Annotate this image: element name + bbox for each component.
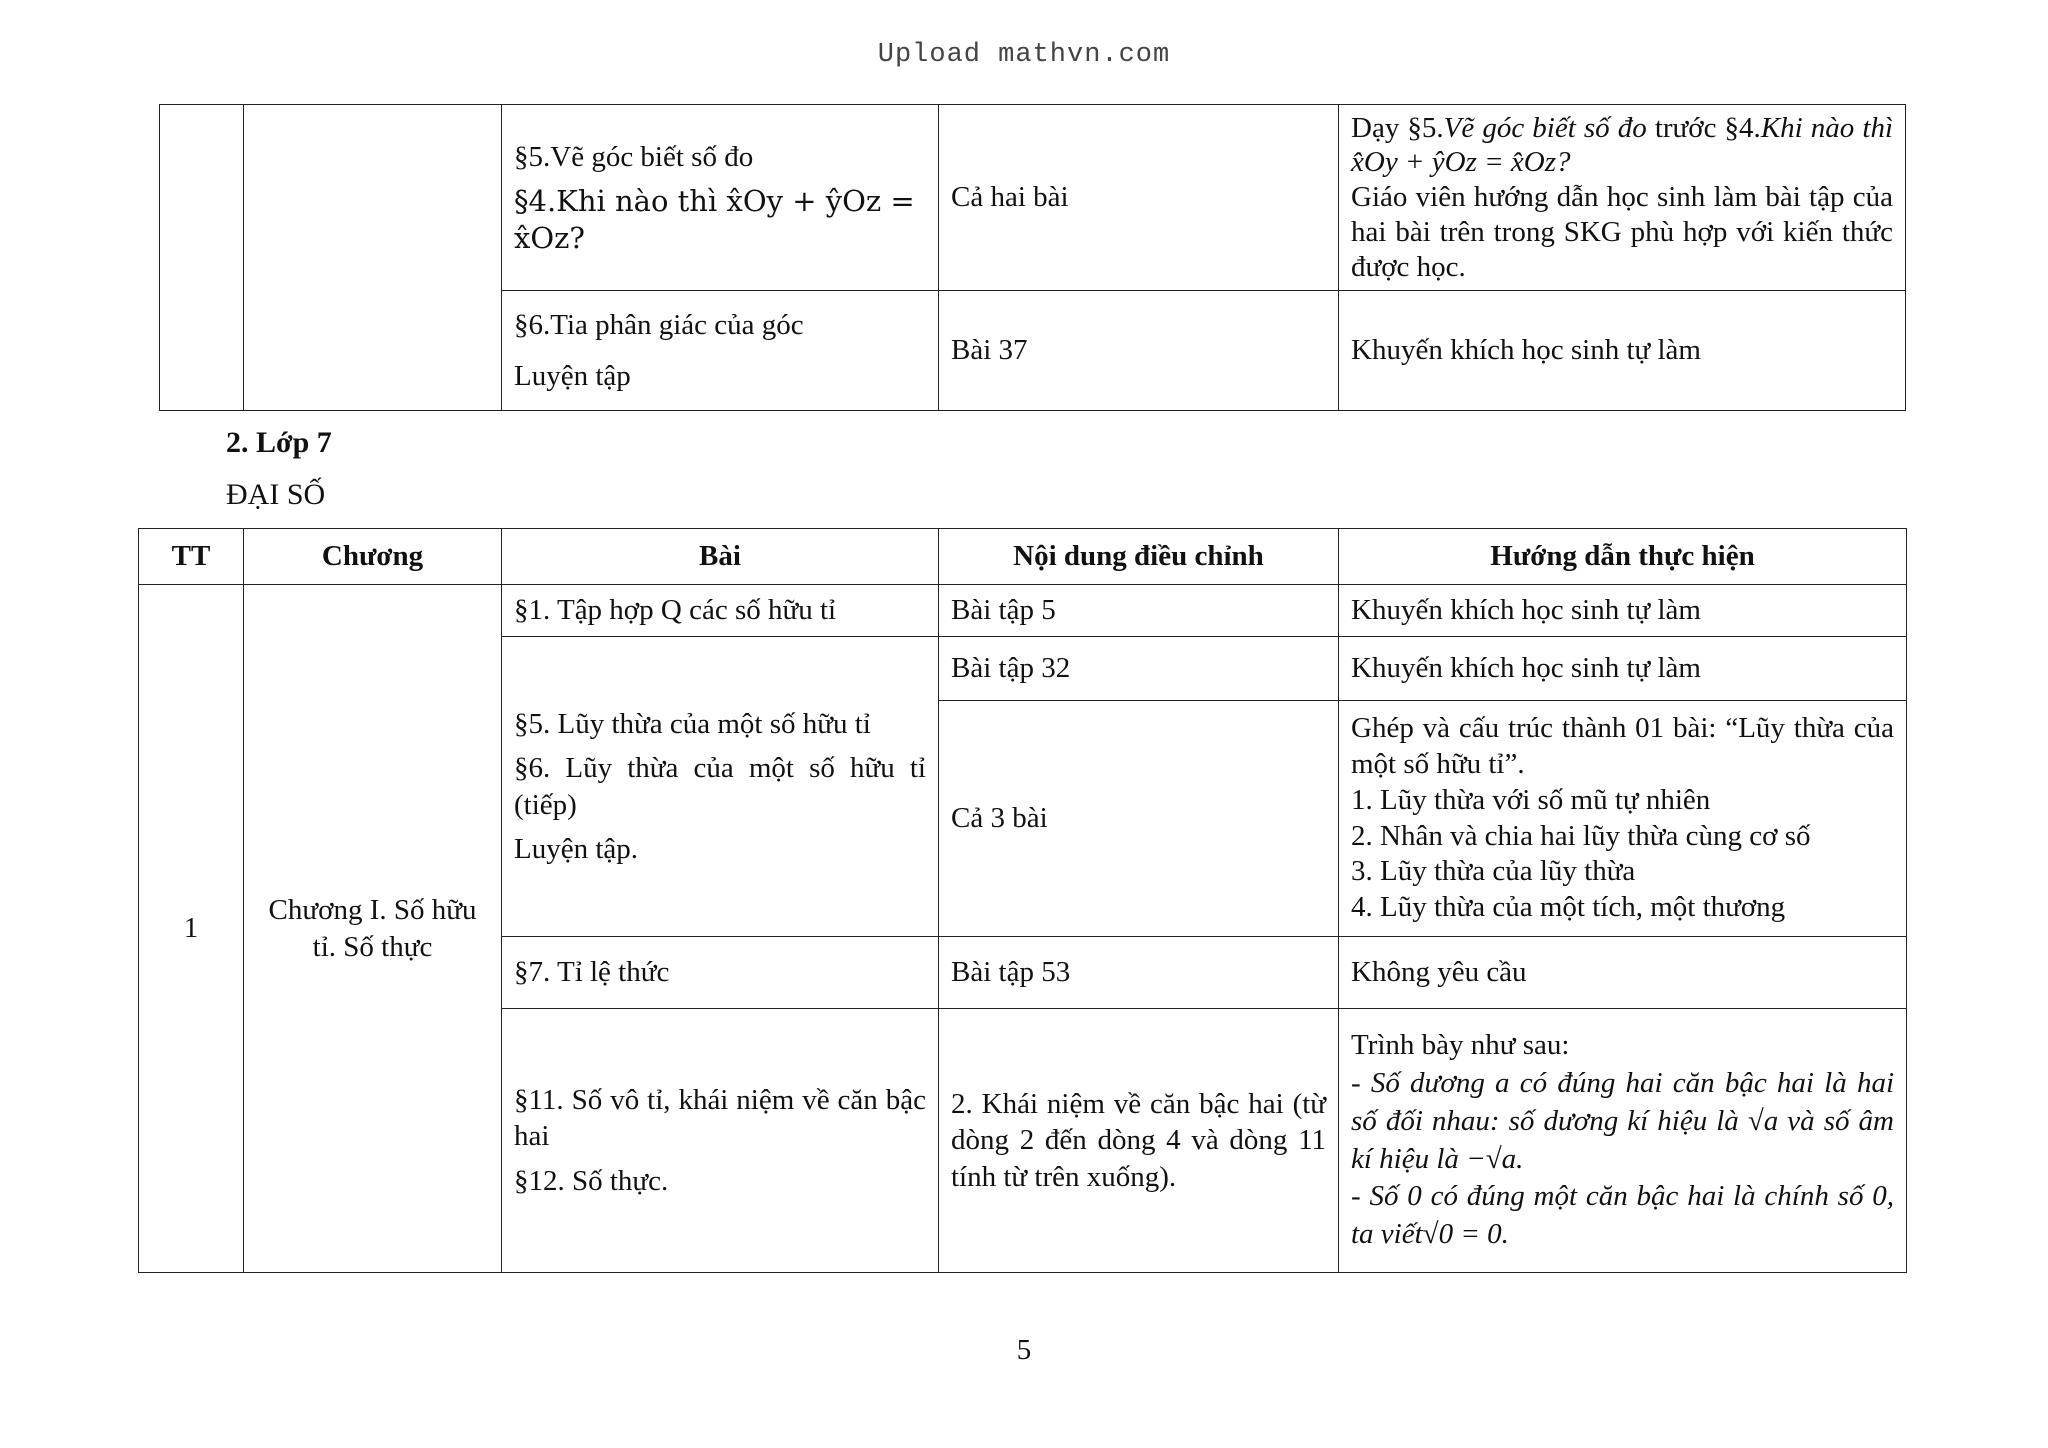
page-number: 5 xyxy=(1016,1334,1032,1366)
noi-dung-cell: 2. Khái niệm về căn bậc hai (từ dòng 2 đến dòng 4 và dòng 11 tính từ trên xuống). xyxy=(939,1009,1339,1273)
huong-dan-cell: Ghép và cấu trúc thành 01 bài: “Lũy thừa của một số hữu tỉ”. 1. Lũy thừa với số mũ tự nhiên 2. Nhân và chia hai lũy thừa cùng cơ số 3. Lũy thừa của lũy thừa 4. Lũy thừa của một tích, một thương xyxy=(1339,701,1907,937)
section-title: 2. Lớp 7 xyxy=(226,426,332,459)
bai-cell: §1. Tập hợp Q các số hữu tỉ xyxy=(502,585,939,637)
noi-dung-cell: Bài tập 32 xyxy=(939,637,1339,701)
huong-dan-cell: Dạy §5.Vẽ góc biết số đo trước §4.Khi nào thì x̂Oy + ŷOz = x̂Oz? Giáo viên hướng dẫn học sinh làm bài tập của hai bài trên trong SKG phù hợp với kiến thức được học. xyxy=(1339,105,1906,291)
bai-cell: §5.Vẽ góc biết số đo §4.Khi nào thì x̂Oy + ŷOz = x̂Oz? xyxy=(502,105,939,291)
bai-cell: §5. Lũy thừa của một số hữu tỉ §6. Lũy thừa của một số hữu tỉ (tiếp) Luyện tập. xyxy=(502,637,939,937)
tt-cell: 1 xyxy=(139,585,244,1273)
noi-dung-cell: Bài tập 5 xyxy=(939,585,1339,637)
chuong-cell: Chương I. Số hữu tỉ. Số thực xyxy=(244,585,502,1273)
bai-cell: §6.Tia phân giác của góc Luyện tập xyxy=(502,291,939,411)
col-header-noi-dung: Nội dung điều chỉnh xyxy=(939,529,1339,585)
continued-table xyxy=(159,104,1906,411)
huong-dan-cell: Không yêu cầu xyxy=(1339,937,1907,1009)
noi-dung-cell: Bài 37 xyxy=(939,291,1339,411)
table-row xyxy=(160,105,1906,291)
table-row xyxy=(139,585,1907,637)
huong-dan-cell: Khuyến khích học sinh tự làm xyxy=(1339,585,1907,637)
header-row xyxy=(139,529,1907,585)
noi-dung-cell: Cả 3 bài xyxy=(939,701,1339,937)
bai-cell: §11. Số vô tỉ, khái niệm về căn bậc hai §12. Số thực. xyxy=(502,1009,939,1273)
col-header-huong-dan: Hướng dẫn thực hiện xyxy=(1339,529,1907,585)
page-header: Upload mathvn.com xyxy=(877,40,1171,70)
bai-cell: §7. Tỉ lệ thức xyxy=(502,937,939,1009)
col-header-chuong: Chương xyxy=(244,529,502,585)
tt-cell xyxy=(160,105,244,411)
algebra-table xyxy=(138,528,1907,1273)
huong-dan-cell: Khuyến khích học sinh tự làm xyxy=(1339,291,1906,411)
huong-dan-cell: Khuyến khích học sinh tự làm xyxy=(1339,637,1907,701)
noi-dung-cell: Bài tập 53 xyxy=(939,937,1339,1009)
subsection-title: ĐẠI SỐ xyxy=(226,478,326,511)
huong-dan-cell: Trình bày như sau: - Số dương a có đúng hai căn bậc hai là hai số đối nhau: số dương kí hiệu là √a và số âm kí hiệu là −√a. - Số 0 có đúng một căn bậc hai là chính số 0, ta viết√0 = 0. xyxy=(1339,1009,1907,1273)
chuong-cell xyxy=(244,105,502,411)
col-header-bai: Bài xyxy=(502,529,939,585)
noi-dung-cell: Cả hai bài xyxy=(939,105,1339,291)
col-header-tt: TT xyxy=(139,529,244,585)
